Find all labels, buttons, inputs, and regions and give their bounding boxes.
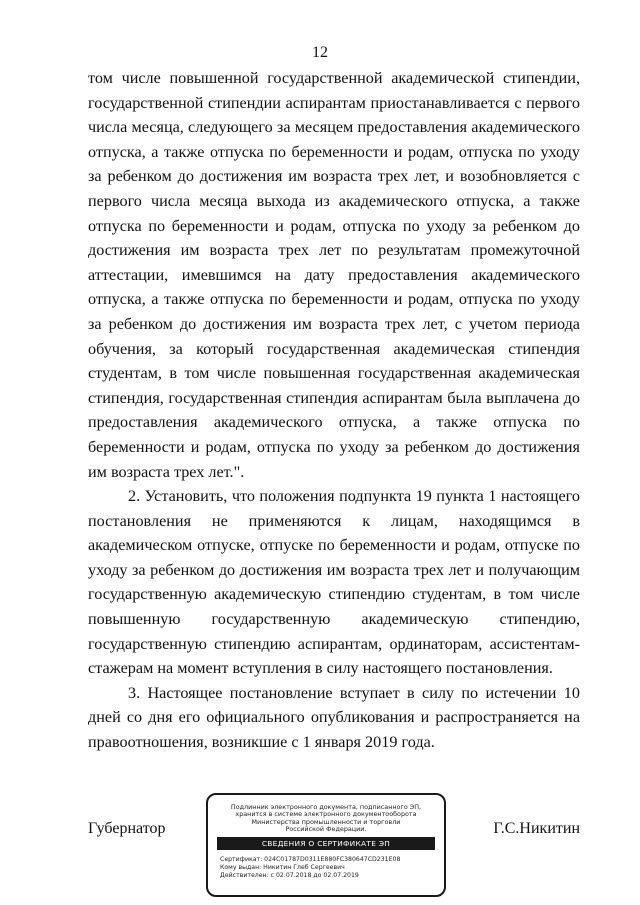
signer-name: Г.С.Никитин [493,820,580,837]
stamp-issued-to: Кому выдан: Никитин Глеб Сергеевич [220,863,345,871]
stamp-certificate-bar: СВЕДЕНИЯ О СЕРТИФИКАТЕ ЭП [217,837,435,850]
stamp-certificate-id: Сертификат: 024C01787D0311E880FC380647CD231E08 [220,855,401,863]
stamp-details [208,850,444,880]
signer-title: Губернатор [88,820,166,837]
stamp-header-line: Подлинник электронного документа, подписанного ЭП, [230,803,422,811]
stamp-header-line: Министерства промышленности и торговли [251,817,401,826]
paragraph-item-3: 3. Настоящее постановление вступает в силу по истечении 10 дней со дня его официального опубликования и распространяется на правоотношения, возникшие с 1 января 2019 года. [88,683,580,752]
stamp-header-line: Российской Федерации. [285,825,367,834]
paragraph-item-2: 2. Установить, что положения подпункта 19 пункта 1 настоящего постановления не применяются к лицам, находящимся в академическом отпуске, отпуске по беременности и родам, отпуске по уходу за ребенком до достижения им возраста трех лет и получающим государственную академическую стипендию студентам, в том числе повышенную государственную академическую стипендию, государственную стипендию аспирантам, ординаторам, ассистентам-стажерам на момент вступления в силу настоящего постановления. [88,487,580,678]
page-number: 12 [312,44,328,61]
electronic-signature-stamp [206,793,446,897]
stamp-header-line: хранится в системе электронного документооборота [235,810,417,819]
stamp-validity: Действителен: с 02.07.2018 до 02.07.2019 [220,871,359,879]
stamp-header [208,795,444,834]
document-body [88,66,580,755]
paragraph-continuation: том числе повышенной государственной академической стипендии, государственной стипендии аспирантам приостанавливается с первого числа месяца, следующего за месяцем предоставления академического отпуска, а также отпуска по беременности и родам, отпуска по уходу за ребенком до достижения им возраста трех лет, и возобновляется с первого числа месяца выхода из академического отпуска, а также отпуска по беременности и родам, отпуска по уходу за ребенком до достижения им возраста трех лет по результатам промежуточной аттестации, имевшимся на дату предоставления академического отпуска, а также отпуска по беременности и родам, отпуска по уходу за ребенком до достижения им возраста трех лет, с учетом периода обучения, за который государственная академическая стипендия студентам, в том числе повышенная государственная академическая стипендия, государственная стипендия аспирантам была выплачена до предоставления академического отпуска, а также отпуска по беременности и родам, отпуска по уходу за ребенком до достижения им возраста трех лет.". [88,69,580,481]
